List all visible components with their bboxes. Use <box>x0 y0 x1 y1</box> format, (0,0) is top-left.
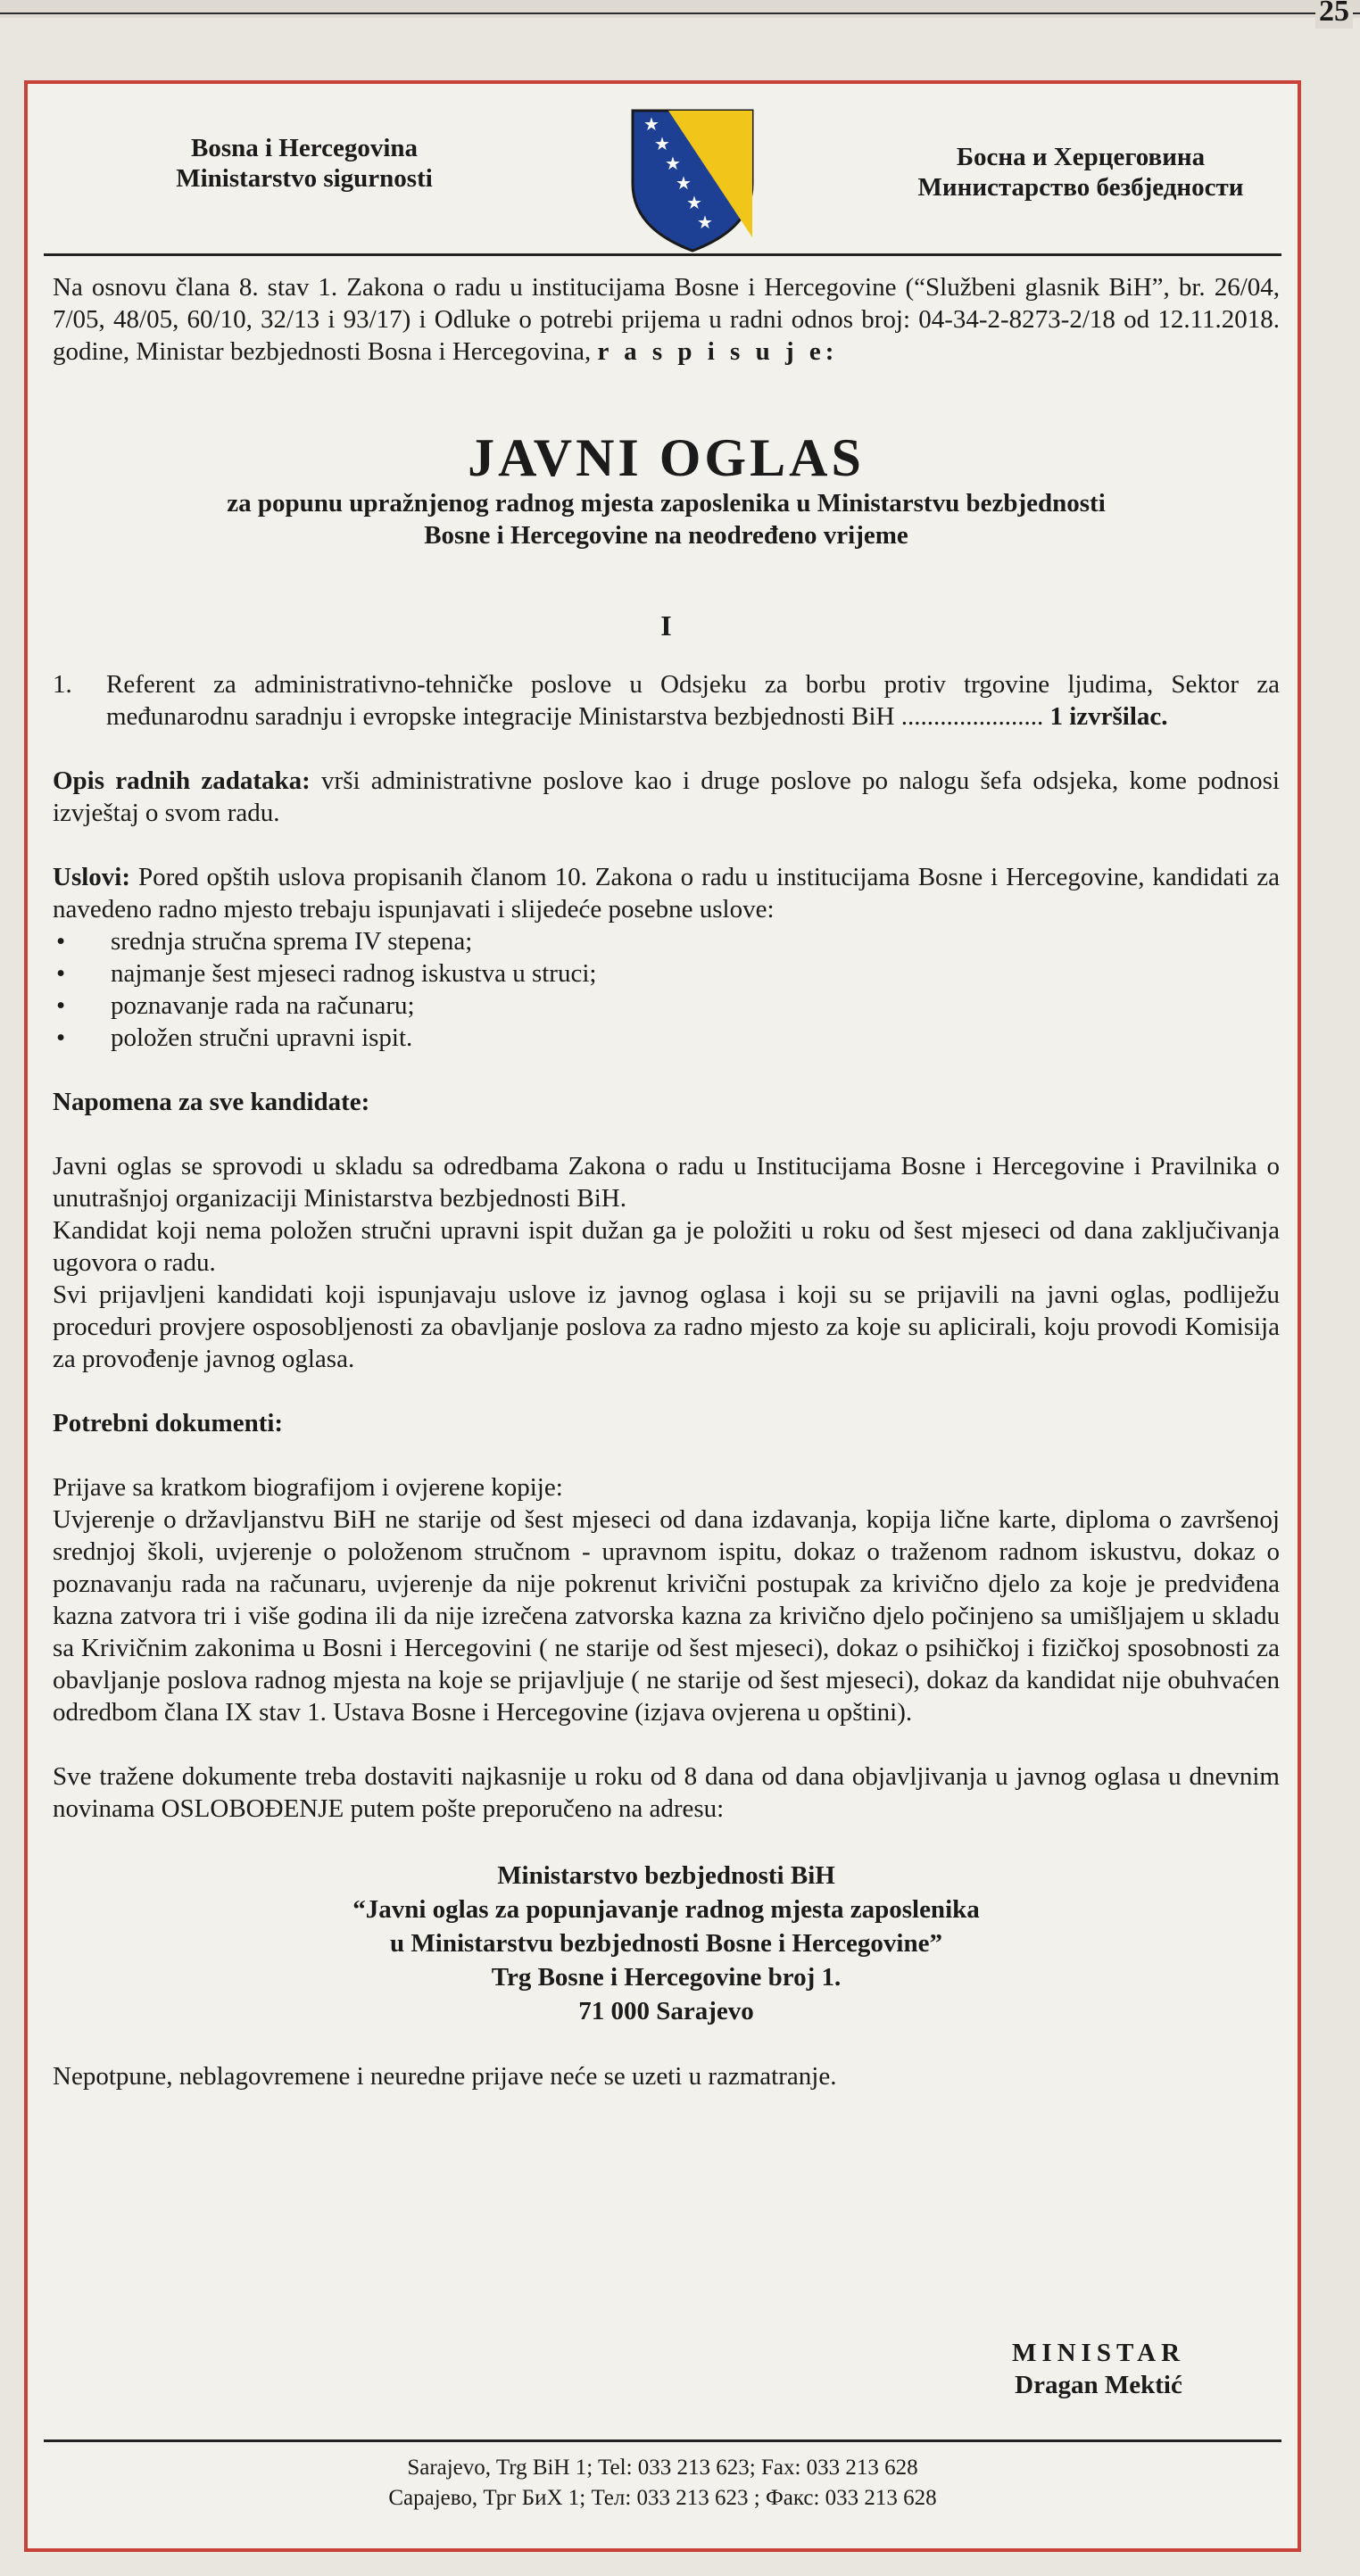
intro-paragraph <box>53 271 1280 368</box>
intro-emphasis: r a s p i s u j e: <box>597 337 839 366</box>
address-line: “Javni oglas za popunjavanje radnog mjesta zaposlenika <box>352 1895 980 1924</box>
position-item <box>53 668 1280 733</box>
note-paragraph-1: Javni oglas se sprovodi u skladu sa odredbama Zakona o radu u Institucijama Bosne i Hercegovine i Pravilnika o unutrašnjoj organizaciji Ministarstva bezbjednosti BiH. <box>53 1152 1280 1213</box>
address-line: Trg Bosne i Hercegovine broj 1. <box>491 1963 842 1992</box>
letterhead-latin <box>170 133 438 194</box>
signature-title: MINISTAR <box>1011 2339 1186 2367</box>
ministry-name-cyrillic: Министарство безбједности <box>917 173 1244 202</box>
footer <box>28 2453 1298 2514</box>
position-text <box>106 668 1280 733</box>
list-item: • položen stručni upravni ispit. <box>53 1022 1280 1054</box>
list-item: • poznavanje rada na računaru; <box>53 990 1280 1022</box>
duties-text: vrši administrativne poslove kao i druge poslove po nalogu šefa odsjeka, kome podnosi izvještaj o svom radu. <box>53 766 1280 827</box>
footer-cyrillic: Сарајево, Трг БиХ 1; Тел: 033 213 623 ; Факс: 033 213 628 <box>388 2486 937 2510</box>
announcement-frame <box>24 80 1301 2552</box>
note-paragraph-3: Svi prijavljeni kandidati koji ispunjavaju uslove iz javnog oglasa i koji su se prijavili na javni oglas, podliježu proceduri provjere osposobljenosti za obavljanje poslova za radno mjesto za koje su aplicirali, koju provodi Komisija za provođenje javnog oglasa. <box>53 1280 1280 1373</box>
conditions-list <box>53 925 1280 1054</box>
conditions-text: Pored opštih uslova propisanih članom 10. Zakona o radu u institucijama Bosne i Hercegovine, kandidati za navedeno radno mjesto trebaju ispunjavati i slijedeće posebne uslove: <box>53 863 1281 924</box>
list-item: • srednja stručna sprema IV stepena; <box>53 925 1280 957</box>
duties-label: Opis radnih zadataka: <box>53 766 311 795</box>
closing-paragraph: Nepotpune, neblagovremene i neuredne prijave neće se uzeti u razmatranje. <box>53 2062 837 2091</box>
svg-text:★: ★ <box>654 133 670 154</box>
top-rule <box>0 12 1360 14</box>
address-line: 71 000 Sarajevo <box>578 1997 754 2025</box>
documents-heading <box>53 1407 1280 1439</box>
ministry-name-latin: Ministarstvo sigurnosti <box>176 164 433 193</box>
subtitle-line-2: Bosne i Hercegovine na neodređeno vrijeme <box>424 521 908 550</box>
submission-paragraph: Sve tražene dokumente treba dostaviti najkasnije u roku od 8 dana od dana objavljivanja u javnog oglasa u dnevnim novinama OSLOBOĐENJE putem pošte preporučeno na adresu: <box>53 1762 1280 1823</box>
intro-text: Na osnovu člana 8. stav 1. Zakona o radu u institucijama Bosne i Hercegovine (“Službeni glasnik BiH”, br. 26/04, 7/05, 48/05, 60/10, 32/13 i 93/17) i Odluke o potrebi prijema u radni odnos broj: 04-34-2-8273-2/18 od 12.11.2018. godine, Ministar bezbjednosti Bosna i Hercegovina, <box>53 273 1280 366</box>
note-heading <box>53 1086 1280 1118</box>
letterhead-cyrillic <box>849 142 1313 203</box>
footer-rule <box>44 2439 1281 2442</box>
signature-name: Dragan Mektić <box>1015 2371 1182 2399</box>
note-paragraph-2: Kandidat koji nema položen stručni upravni ispit dužan ga je položiti u roku od šest mjeseci od dana zaključivanja ugovora o radu. <box>53 1216 1280 1277</box>
svg-text:★: ★ <box>665 153 681 174</box>
svg-text:★: ★ <box>643 113 659 135</box>
header-rule <box>44 253 1281 256</box>
newspaper-top-strip <box>0 0 1360 28</box>
bih-coat-of-arms-icon <box>626 104 759 255</box>
subtitle-line-1: za popunu upražnjenog radnog mjesta zaposlenika u Ministarstvu bezbjednosti <box>227 489 1106 518</box>
page-number: 25 <box>1315 0 1353 29</box>
position-count: 1 izvršilac. <box>1049 702 1168 731</box>
address-line: u Ministarstvu bezbjednosti Bosne i Hercegovine” <box>390 1929 942 1958</box>
conditions-paragraph <box>53 861 1280 925</box>
svg-text:★: ★ <box>686 192 702 213</box>
list-item: • najmanje šest mjeseci radnog iskustva u struci; <box>53 957 1280 990</box>
address-line: Ministarstvo bezbjednosti BiH <box>497 1861 835 1890</box>
signature-block <box>965 2337 1232 2401</box>
section-number: I <box>660 609 672 642</box>
conditions-label: Uslovi: <box>53 863 130 891</box>
mailing-address <box>53 1859 1280 2028</box>
documents-heading-text: Potrebni dokumenti: <box>53 1409 284 1437</box>
position-number: 1. <box>53 670 72 699</box>
note-heading-text: Napomena za sve kandidate: <box>53 1088 370 1116</box>
position-description: Referent za administrativno-tehničke poslove u Odsjeku za borbu protiv trgovine ljudima, Sektor za međunarodnu saradnju i evropske integracije Ministarstva bezbjednosti BiH ...................... <box>106 670 1280 731</box>
page-title: JAVNI OGLAS <box>468 428 865 487</box>
announcement-body <box>53 271 1280 2092</box>
duties-paragraph <box>53 765 1280 829</box>
svg-text:★: ★ <box>697 211 713 233</box>
country-name-latin: Bosna i Hercegovina <box>190 134 419 162</box>
documents-paragraph-2: Uvjerenje o državljanstvu BiH ne starije od šest mjeseci od dana izdavanja, kopija lične karte, diploma o završenoj srednjoj školi, uvjerenje o položenom stručnom - upravnom ispitu, dokaz o traženom radnom iskustvu, dokaz o poznavanju rada na računaru, uvjerenje da nije pokrenut krivični postupak za krivično djelo za koje je predviđena kazna zatvora tri i više godina ili da nije izrečena zatvorska kazna za krivično djelo počinjeno sa umišljajem u skladu sa Krivičnim zakonima u Bosni i Hercegovini ( ne starije od šest mjeseci), dokaz o psihičkoj i fizičkoj sposobnosti za obavljanje poslova radnog mjesta na koje se prijavljuje ( ne starije od šest mjeseci), dokaz da kandidat nije obuhvaćen odredbom člana IX stav 1. Ustava Bosne i Hercegovine (izjava ovjerena u opštini). <box>53 1505 1280 1727</box>
documents-paragraph-1: Prijave sa kratkom biografijom i ovjerene kopije: <box>53 1473 563 1502</box>
letterhead <box>28 84 1298 240</box>
country-name-cyrillic: Босна и Херцеговина <box>956 143 1206 171</box>
svg-text:★: ★ <box>676 172 692 194</box>
footer-latin: Sarajevo, Trg BiH 1; Tel: 033 213 623; Fax: 033 213 628 <box>407 2456 918 2480</box>
